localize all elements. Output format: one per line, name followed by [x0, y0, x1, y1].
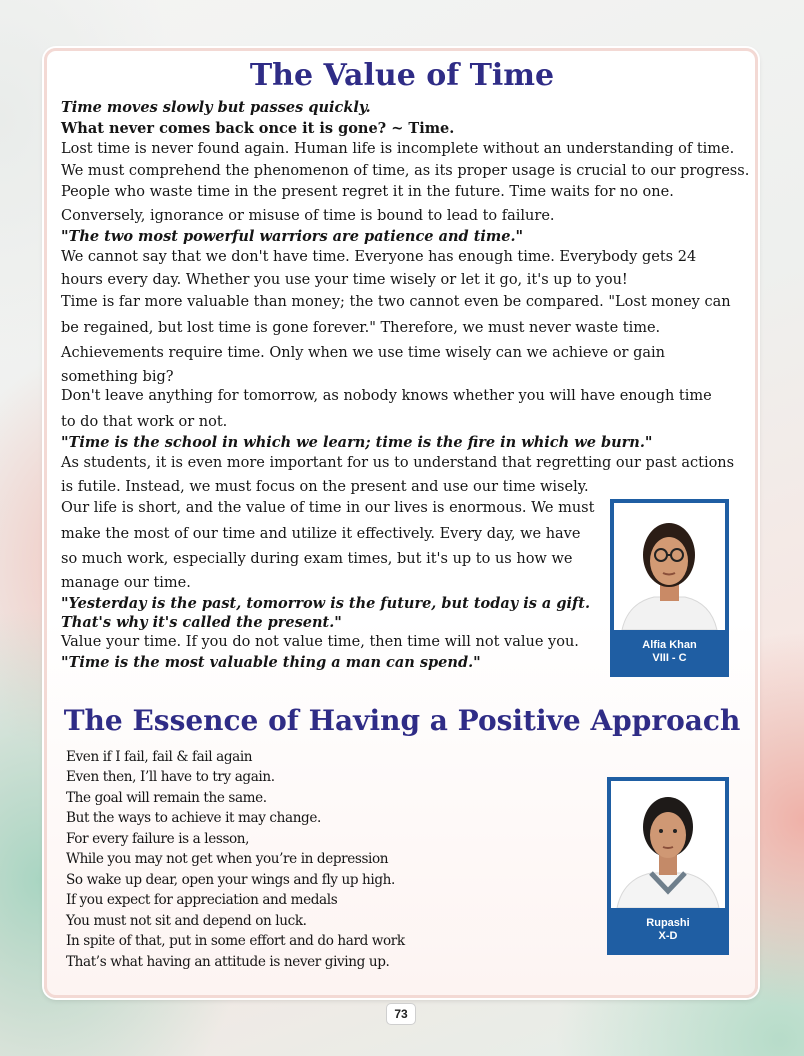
- author-portrait-icon: [614, 503, 725, 630]
- text-line: Value your time. If you do not value time, then time will not value you.: [61, 634, 579, 650]
- quote-line: That's why it's called the present.": [61, 614, 342, 631]
- poem-line: For every failure is a lesson,: [66, 831, 250, 847]
- text-line: hours every day. Whether you use your time wisely or let it go, it's up to you!: [61, 272, 628, 288]
- text-line: so much work, especially during exam times, but it's up to us how we: [61, 551, 573, 567]
- poem-line: You must not sit and depend on luck.: [66, 913, 307, 929]
- poem-line: That’s what having an attitude is never giving up.: [66, 954, 390, 970]
- text-line: What never comes back once it is gone? ~ Time.: [61, 120, 455, 137]
- text-line: is futile. Instead, we must focus on the present and use our time wisely.: [61, 479, 589, 495]
- author-card-rupashi: [607, 777, 729, 955]
- text-line: Our life is short, and the value of time in our lives is enormous. We must: [61, 500, 595, 516]
- quote-line: "Time is the most valuable thing a man can spend.": [61, 654, 481, 671]
- text-line: to do that work or not.: [61, 414, 228, 430]
- text-line: As students, it is even more important for us to understand that regretting our past actions: [61, 455, 735, 471]
- text-line: make the most of our time and utilize it effectively. Every day, we have: [61, 526, 581, 542]
- text-line: Don't leave anything for tomorrow, as nobody knows whether you will have enough time: [61, 388, 712, 404]
- poem-line: Even if I fail, fail & fail again: [66, 749, 253, 765]
- text-line: People who waste time in the present regret it in the future. Time waits for no one.: [61, 184, 674, 200]
- poem-line: If you expect for appreciation and medals: [66, 892, 338, 908]
- text-line: Time moves slowly but passes quickly.: [61, 99, 371, 116]
- poem-line: The goal will remain the same.: [66, 790, 267, 806]
- author-name: Alfia Khan: [642, 639, 697, 651]
- text-line: Achievements require time. Only when we use time wisely can we achieve or gain: [61, 345, 665, 361]
- poem-line: While you may not get when you’re in depression: [66, 851, 389, 867]
- poem-line: In spite of that, put in some effort and do hard work: [66, 933, 405, 949]
- poem-line: Even then, I’ll have to try again.: [66, 769, 275, 785]
- text-line: something big?: [61, 369, 174, 385]
- poem-line: So wake up dear, open your wings and fly up high.: [66, 872, 395, 888]
- poem-line: But the ways to achieve it may change.: [66, 810, 321, 826]
- text-line: Lost time is never found again. Human life is incomplete without an understanding of time.: [61, 141, 735, 157]
- author-photo: [611, 781, 725, 908]
- quote-line: "Time is the school in which we learn; time is the fire in which we burn.": [61, 434, 653, 451]
- article-title-value-of-time: The Value of Time: [249, 58, 555, 93]
- author-class: X-D: [658, 930, 678, 942]
- quote-line: "Yesterday is the past, tomorrow is the future, but today is a gift.: [61, 595, 591, 612]
- text-line: be regained, but lost time is gone forever." Therefore, we must never waste time.: [61, 320, 661, 336]
- author-photo: [614, 503, 725, 630]
- article-title-positive-approach: The Essence of Having a Positive Approach: [63, 704, 741, 737]
- author-class: VIII - C: [652, 652, 687, 664]
- author-name: Rupashi: [646, 917, 690, 929]
- text-line: Time is far more valuable than money; the two cannot even be compared. "Lost money can: [61, 294, 731, 310]
- text-line: We cannot say that we don't have time. Everyone has enough time. Everybody gets 24: [61, 249, 697, 265]
- author-portrait-icon: [611, 781, 725, 908]
- text-line: manage our time.: [61, 575, 191, 591]
- author-card-alfia-khan: [610, 499, 729, 677]
- quote-line: "The two most powerful warriors are patience and time.": [61, 228, 524, 245]
- text-line: We must comprehend the phenomenon of time, as its proper usage is crucial to our progress.: [61, 163, 750, 179]
- page-number: 73: [386, 1003, 416, 1025]
- text-line: Conversely, ignorance or misuse of time is bound to lead to failure.: [61, 208, 555, 224]
